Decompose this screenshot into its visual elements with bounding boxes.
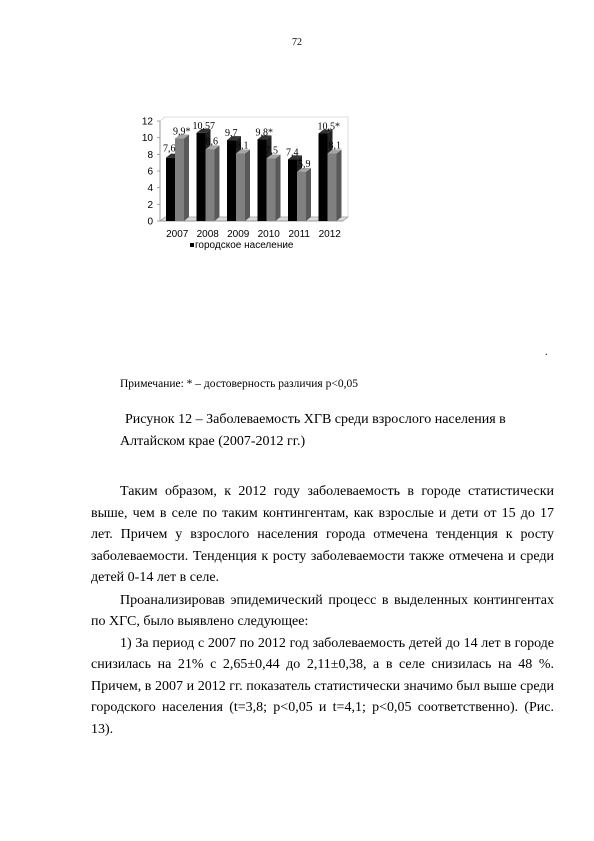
x-tick-label: 2010 [257, 229, 280, 240]
bar-front [319, 134, 328, 222]
bar-series2-2007 [175, 135, 189, 222]
bar-front [166, 158, 175, 221]
bar-series2-2010 [267, 155, 281, 222]
chart-legend [190, 240, 294, 251]
bar-side [184, 135, 189, 222]
legend-label-urban: городское население [195, 240, 294, 251]
data-label-urban: 9,7 [225, 128, 238, 140]
bar-front [288, 159, 297, 221]
bar-series2-2012 [328, 150, 342, 222]
y-tick-label: 4 [147, 183, 153, 195]
bar-series2-2009 [236, 150, 250, 222]
data-label-series2: 5,9 [298, 158, 311, 170]
paragraph-1: Таким образом, к 2012 году заболеваемость в городе статистически выше, чем в селе по таким контингентам, как взрослые и дети от 15 до 17 лет. Причем у взрослого населения города отмечена тенденция к росту заболеваемости. Тенденция к росту заболеваемости также отмечена и среди детей 0-14 лет в селе. [91, 484, 554, 585]
bar-front [227, 140, 236, 221]
bar-front [297, 172, 306, 221]
figure-note: Примечание: * – достоверность различия p<0,05 [120, 378, 358, 390]
y-tick-label: 8 [147, 149, 153, 161]
x-tick-label: 2007 [166, 229, 189, 240]
y-tick-label: 12 [141, 116, 153, 128]
data-label-urban: 9,8* [255, 127, 273, 139]
bar-chart [120, 105, 380, 260]
data-label-series2: 7,5 [265, 145, 278, 157]
bar-front [175, 139, 184, 222]
y-tick-label: 10 [141, 133, 153, 145]
y-tick-label: 0 [147, 216, 153, 228]
y-tick-label: 2 [147, 199, 153, 211]
bar-front [236, 154, 245, 222]
bar-side [306, 168, 311, 221]
bar-series2-2011 [297, 168, 311, 221]
body-text [91, 481, 554, 740]
figure-caption-text: Рисунок 12 – Заболеваемость ХГВ среди взрослого населения в Алтайском крае (2007-2012 гг.) [120, 412, 506, 449]
x-tick-label: 2009 [227, 229, 250, 240]
y-tick-label: 6 [147, 166, 153, 178]
x-tick-label: 2012 [318, 229, 341, 240]
data-label-urban: 7,4 [286, 147, 299, 159]
bar-side [337, 150, 342, 222]
bar-front [197, 133, 206, 221]
legend-swatch-urban [190, 243, 194, 247]
bar-front [267, 159, 276, 222]
data-label-series2: 8,1 [328, 140, 341, 152]
bar-front [328, 154, 337, 222]
bar-side [215, 145, 220, 221]
data-label-series2: 8,1 [236, 140, 249, 152]
bar-series2-2008 [206, 145, 220, 221]
x-tick-label: 2008 [196, 229, 219, 240]
data-label-series2: 9,9* [173, 126, 191, 138]
data-label-urban: 10,57 [192, 120, 215, 132]
bar-front [206, 149, 215, 221]
paragraph-2: Проанализировав эпидемический процесс в выделенных контингентах по ХГС, было выявлено следующее: [91, 592, 554, 629]
data-label-series2: 8,6 [205, 136, 218, 148]
figure-caption [120, 409, 554, 453]
page-number: 72 [292, 37, 302, 48]
x-tick-label: 2011 [288, 229, 311, 240]
data-label-urban: 7,6 [163, 143, 176, 155]
bar-side [276, 155, 281, 222]
stray-mark: . [545, 347, 548, 358]
bar-side [245, 150, 250, 222]
data-label-urban: 10,5* [317, 121, 340, 133]
paragraph-3: 1) За период с 2007 по 2012 год заболеваемость детей до 14 лет в городе снизилась на 21% с 2,65±0,44 до 2,11±0,38, а в селе снизилась на 48 %. Причем, в 2007 и 2012 гг. показатель статистически значимо был выше среди городского населения (t=3,8; p<0,05 и t=4,1; p<0,05 соответственно). (Рис. 13). [91, 635, 554, 737]
